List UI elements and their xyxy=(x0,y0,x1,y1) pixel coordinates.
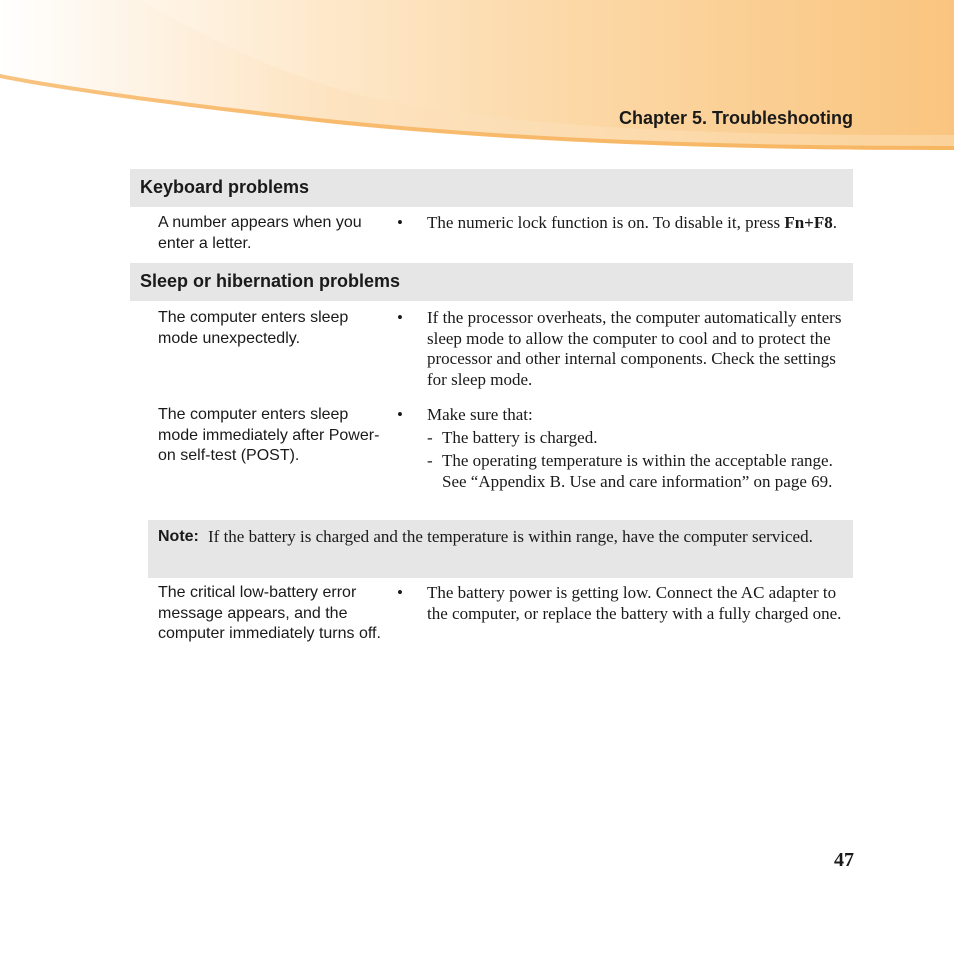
bullet-marker: • xyxy=(397,308,403,327)
section-heading-keyboard: Keyboard problems xyxy=(130,169,853,207)
solution-text: If the processor overheats, the computer automatically enters sleep mode to allow the computer to cool and to protect the processor and other internal components. Check the settings for sleep mode. xyxy=(427,308,842,389)
solution-text-part: The numeric lock function is on. To disable it, press xyxy=(427,213,785,232)
note-label: Note: xyxy=(158,528,199,545)
bullet-marker: • xyxy=(397,583,403,602)
problem-text: The computer enters sleep mode immediately after Power-on self-test (POST). xyxy=(158,406,380,464)
sub-list-item xyxy=(427,428,847,449)
bullet-marker: • xyxy=(397,405,403,424)
note-text: If the battery is charged and the temperature is within range, have the computer serviced. xyxy=(208,527,813,546)
solution-text: Make sure that: xyxy=(427,405,533,424)
dash-marker: - xyxy=(427,428,433,447)
header-banner xyxy=(0,0,954,160)
problem-text: The computer enters sleep mode unexpectedly. xyxy=(158,309,349,347)
sub-list-item xyxy=(427,451,847,492)
solution-text-end: . xyxy=(832,213,837,232)
bullet-marker: • xyxy=(397,213,403,232)
solution-text: The battery power is getting low. Connect the AC adapter to the computer, or replace the battery with a fully charged one. xyxy=(427,583,842,623)
page-number: 47 xyxy=(834,849,854,871)
problem-text: A number appears when you enter a letter. xyxy=(158,214,362,252)
sub-list-item-text: The operating temperature is within the acceptable range. See “Appendix B. Use and care information” on page 69. xyxy=(442,451,833,491)
solution-text xyxy=(427,213,847,234)
dash-marker: - xyxy=(427,451,433,470)
chapter-title: Chapter 5. Troubleshooting xyxy=(618,108,853,128)
sub-list-item-text: The battery is charged. xyxy=(442,428,598,447)
section-heading-sleep: Sleep or hibernation problems xyxy=(130,263,853,301)
key-combination: Fn+F8 xyxy=(784,213,833,232)
problem-text: The critical low-battery error message appears, and the computer immediately turns off. xyxy=(158,584,381,642)
